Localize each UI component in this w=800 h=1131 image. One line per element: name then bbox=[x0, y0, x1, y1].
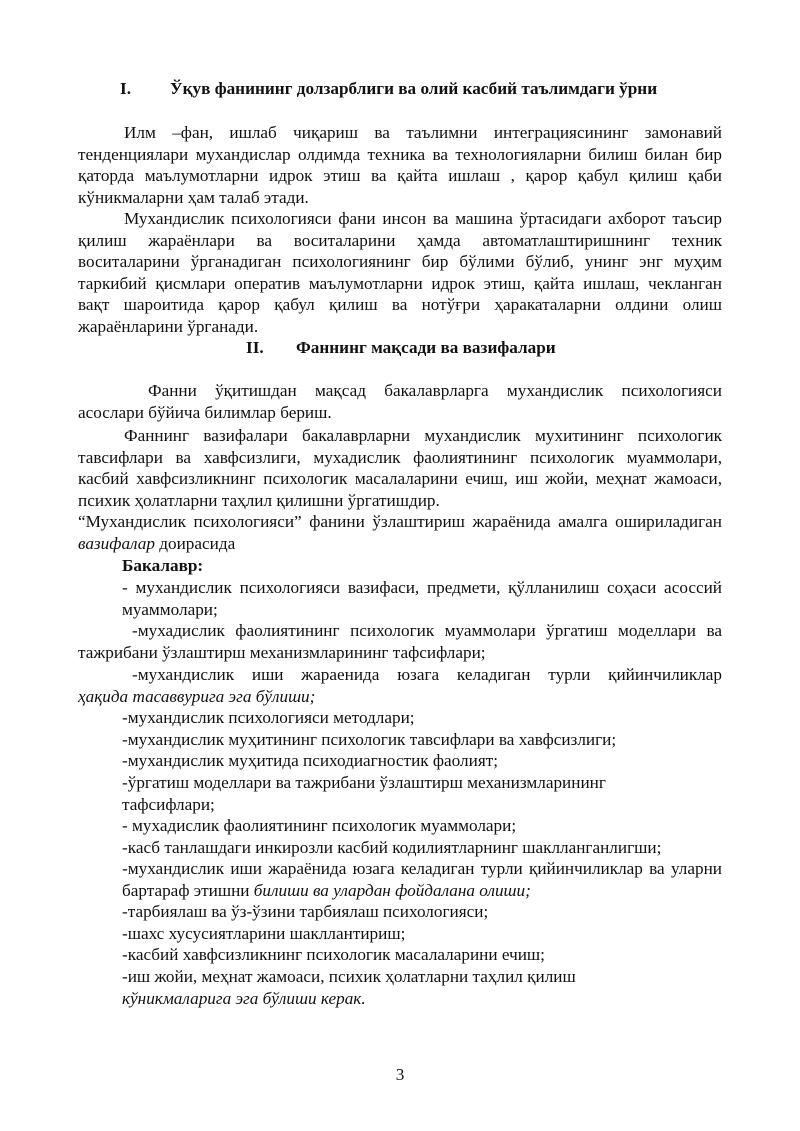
list-item: - мухадислик фаолиятининг психологик муаммолари; bbox=[122, 816, 517, 835]
section1-paragraph-2: Мухандислик психологияси фани инсон ва машина ўртасидаги ахборот таъсир қилиш жараёнлари ва воситаларини ҳамда автоматлаштиришнинг техник воситаларини ўрганадиган психологиянинг бир бўлими бўлиб, унинг энг муҳим таркибий қисмлари оператив маълумотларни идрок этиш, қайта ишлаш, чекланган вақт шароитида қарор қабул қилиш ва нотўғри ҳаракаталарни олдини олиш жараёнларини ўрганади. bbox=[78, 209, 722, 336]
list-item: -мухандислик муҳитининг психологик тавсифлари ва хавфсизлиги; bbox=[122, 730, 617, 749]
list-item: -шахс хусусиятларини шакллантириш; bbox=[122, 924, 406, 943]
list-item: -касбий хавфсизликнинг психологик масалаларини ечиш; bbox=[122, 945, 545, 964]
list-item: -ўргатиш моделлари ва тажрибани ўзлаштирш механизмларининг тафсифлари; bbox=[122, 773, 606, 814]
list-item-text: -мухандислик иши жараёнида юзага келадиган турли қийинчиликлар ва уларни бартараф этишни bbox=[122, 859, 722, 900]
tasks-italic-word: вазифалар bbox=[78, 533, 155, 553]
list-item: -касб танлашдаги инкирозли касбий кодилиятларнинг шаклланганлигши; bbox=[122, 838, 662, 857]
list-item: -мухандислик психологияси методлари; bbox=[122, 708, 415, 727]
list-item: -мухадислик фаолиятининг психологик муаммолари ўргатиш моделлари ва тажрибани ўзлаштирш механизмларининг тафсифлари; bbox=[78, 621, 722, 662]
list-item: -мухандислик муҳитида психодиагностик фаолият; bbox=[122, 751, 499, 770]
list-item-italic: кўникмаларига эга бўлиши керак. bbox=[122, 989, 366, 1008]
list-item bbox=[78, 664, 722, 707]
list-item bbox=[122, 858, 722, 901]
section2-paragraph-3 bbox=[78, 511, 722, 554]
section2-title: Фаннинг мақсади ва вазифалари bbox=[296, 338, 556, 357]
section2-number: II. bbox=[246, 338, 264, 357]
section2-paragraph-2: Фаннинг вазифалари бакалаврларни мухандислик мухитининг психологик тавсифлари ва хавфсизлиги, мухадислик фаолиятининг психологик муаммолари, касбий хавфсизликнинг психологик масалаларини ечиш, иш жойи, меҳнат жамоаси, психик ҳолатларни таҳлил қилишни ўргатишдир. bbox=[78, 426, 722, 510]
tasks-intro-end: доирасида bbox=[159, 533, 236, 553]
section2-paragraph-1: Фанни ўқитишдан мақсад бакалаврларга мухандислик психологияси асослари бўйича билимлар бериш. bbox=[78, 381, 722, 422]
list-item-line: -мухандислик иши жараенида юзага келадиган турли қийинчиликлар bbox=[132, 665, 722, 684]
tasks-intro-text: “Мухандислик психологияси” фанини ўзлаштириш жараёнида амалга ошириладиган bbox=[78, 512, 722, 531]
list-item: -иш жойи, меҳнат жамоаси, психик ҳолатларни таҳлил қилиш bbox=[122, 967, 576, 986]
section1-paragraph-1: Илм –фан, ишлаб чиқариш ва таълимни интеграциясининг замонавий тенденциялари мухандислар олдимда техника ва технологияларни билиш билан бир қаторда маълумотларни идрок этиш ва қайта ишлаш , қарор қабул қилиш қаби кўникмаларни ҳам талаб этади. bbox=[78, 123, 722, 207]
page-number: 3 bbox=[395, 1065, 405, 1084]
list-item: -тарбиялаш ва ўз-ўзини тарбиялаш психологияси; bbox=[122, 902, 489, 921]
section1-title: Ўқув фанининг долзарблиги ва олий касбий таълимдаги ўрни bbox=[170, 79, 658, 98]
list-item-italic-line: ҳақида тасаввурига эга бўлиши; bbox=[78, 686, 316, 706]
list-item-italic: билиши ва улардан фойдалана олиши; bbox=[253, 880, 531, 900]
bachelor-label: Бакалавр: bbox=[122, 556, 204, 575]
section1-number: I. bbox=[120, 79, 131, 98]
list-item: - мухандислик психологияси вазифаси, предмети, қўлланилиш соҳаси асоссий муаммолари; bbox=[122, 578, 722, 619]
